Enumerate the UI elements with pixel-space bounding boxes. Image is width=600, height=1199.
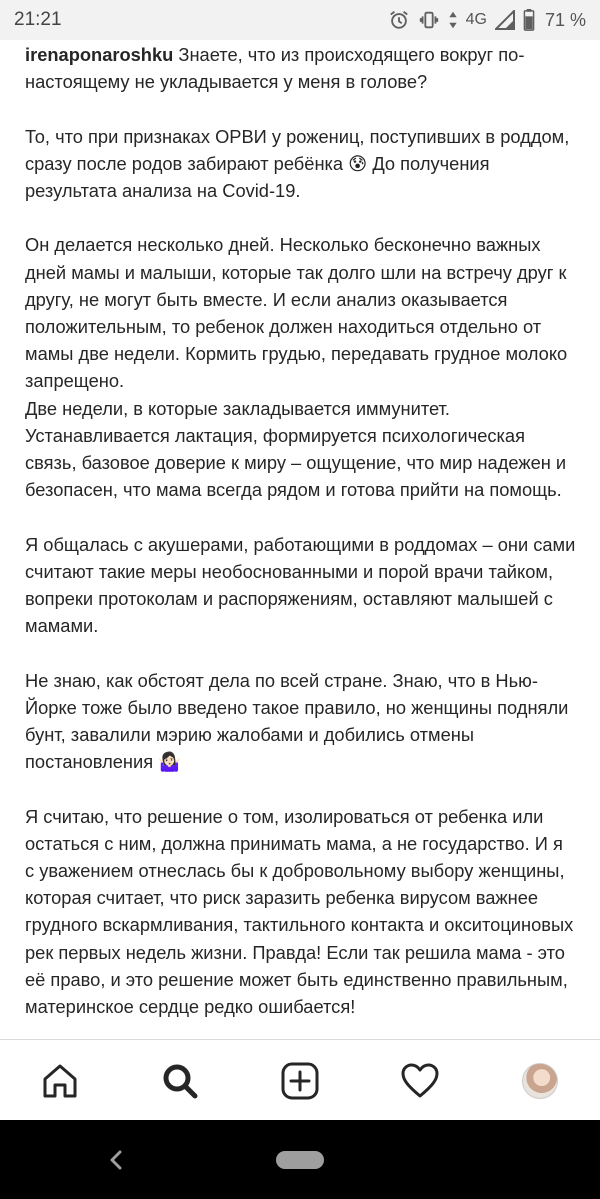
signal-icon [495,10,515,30]
status-time: 21:21 [14,9,62,30]
battery-icon [523,9,535,31]
activity-heart-icon [400,1061,440,1101]
profile-avatar [522,1063,558,1099]
nav-profile-button[interactable] [510,1051,570,1111]
status-icons [388,9,586,31]
nav-new-post-button[interactable] [270,1051,330,1111]
post-caption [25,41,577,1039]
caption-paragraph-2: То, что при признаках ОРВИ у рожениц, поступивших в роддом, сразу после родов забирают ребёнка 😰 До получения результата анализа на Covid-19. [25,125,570,201]
username-link[interactable]: irenaponaroshku [25,44,174,65]
status-bar [0,0,600,40]
search-icon [160,1061,200,1101]
bottom-nav [0,1039,600,1121]
alarm-icon [388,9,410,31]
nav-home-button[interactable] [30,1051,90,1111]
nav-activity-button[interactable] [390,1051,450,1111]
home-pill[interactable] [276,1151,324,1169]
network-type: 4G [465,11,487,28]
back-icon[interactable] [106,1148,126,1172]
caption-paragraph-6: Я считаю, что решение о том, изолироваться от ребенка или остаться с ним, должна принимать мама, а не государство. И я с уважением отнеслась бы к добровольному выбору женщины, которая считает, что риск заразить ребенка вирусом важнее грудного вскармливания, тактильного контакта и окситоциновых рек первых недель жизни. Правда! Если так решила мама - это её право, и это решение может быть единственно правильным, материнское сердце редко ошибается! [25,805,574,1018]
caption-paragraph-4: Я общалась с акушерами, работающими в роддомах – они сами считают такие меры необоснованными и порой врачи тайком, вопреки протоколам и распоряжениям, оставляют малышей с мамами. [25,533,576,637]
system-nav-bar [0,1120,600,1199]
nav-search-button[interactable] [150,1051,210,1111]
new-post-icon [280,1061,320,1101]
caption-paragraph-3: Он делается несколько дней. Несколько бесконечно важных дней мамы и малыши, которые так долго шли на встречу друг к другу, не могут быть вместе. И если анализ оказывается положительным, то ребенок должен находиться отдельно от мамы две недели. Кормить грудью, передавать грудное молоко запрещено. Две недели, в которые закладывается иммунитет. Устанавливается лактация, формируется психологическая связь, базовое доверие к миру – ощущение, что мир надежен и безопасен, что мама всегда рядом и готова прийти на помощь. [25,234,568,501]
caption-paragraph-1 [25,41,577,95]
caption-text: Знаете, что из происходящего вокруг по-настоящему не укладывается у меня в голове? [25,44,525,93]
data-arrows-icon [448,9,458,31]
caption-paragraph-5: Не знаю, как обстоят дела по всей стране. Знаю, что в Нью-Йорке тоже было введено такое правило, но женщины подняли бунт, завалили мэрию жалобами и добились отмены постановления 🤷🏻‍♀️ [25,669,569,773]
battery-percent: 71 % [544,9,586,30]
home-icon [40,1061,80,1101]
vibrate-icon [418,9,440,31]
